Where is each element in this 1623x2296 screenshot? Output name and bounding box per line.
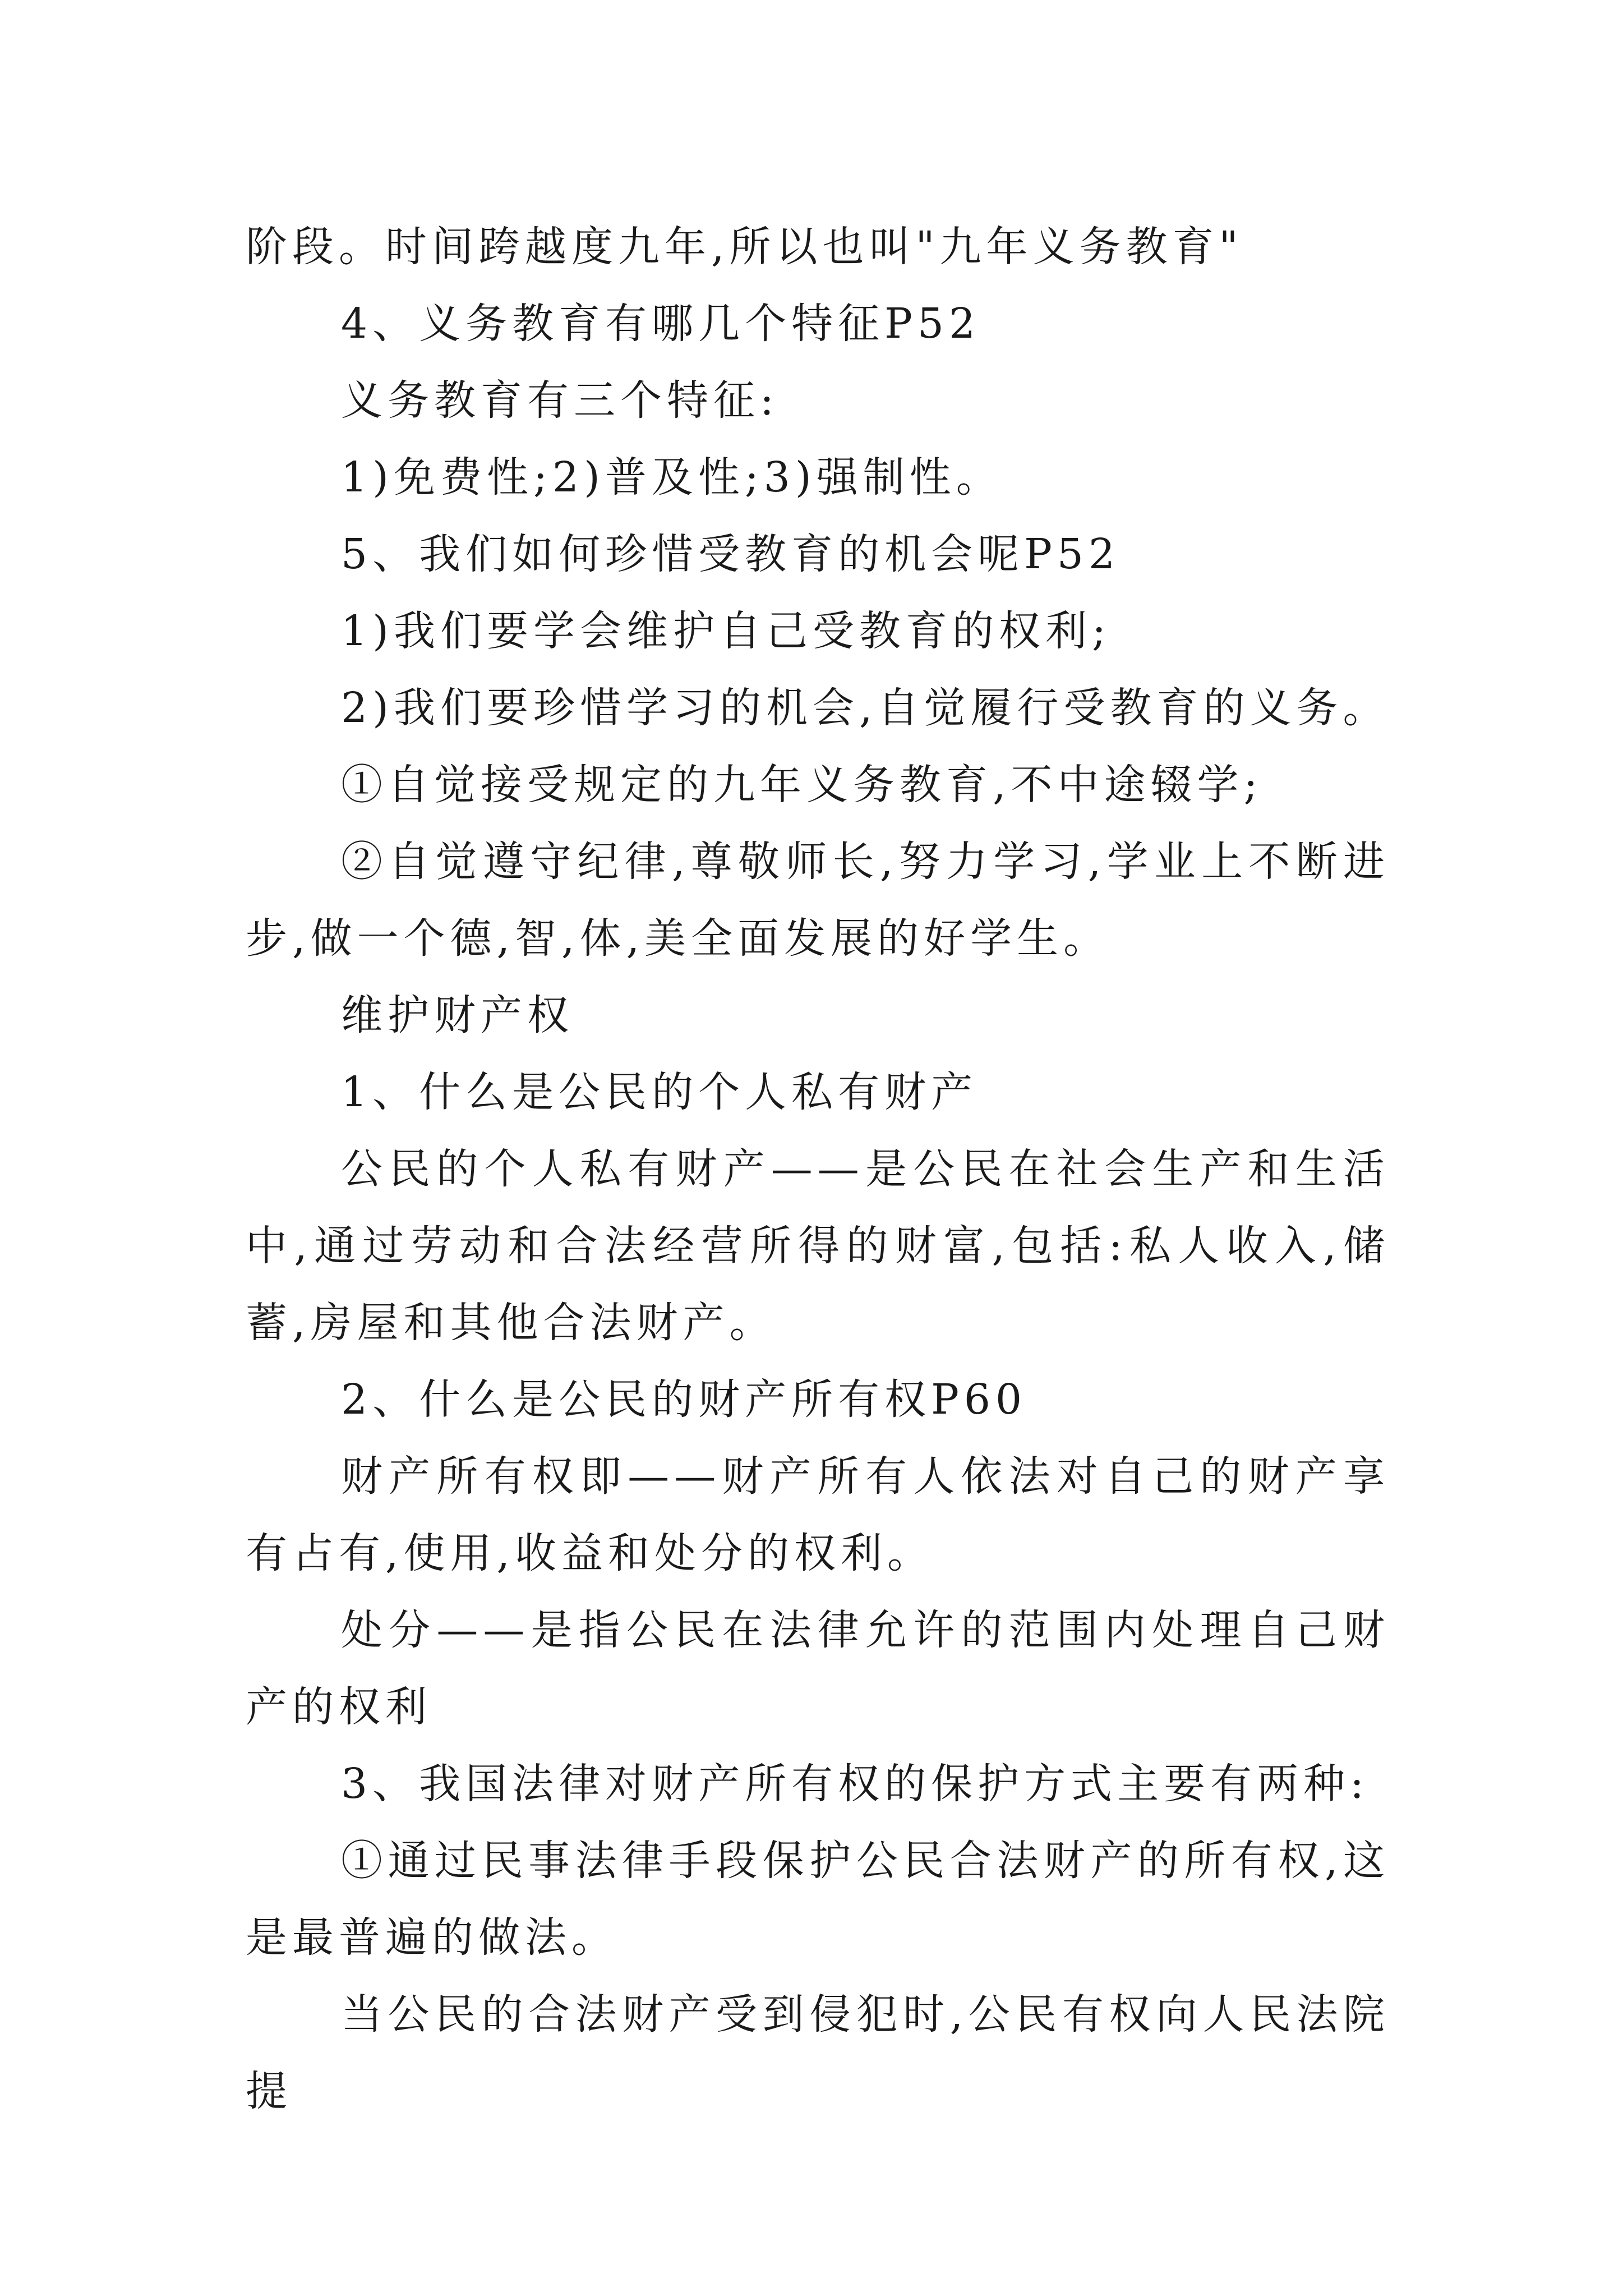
- paragraph: 财产所有权即——财产所有人依法对自己的财产享有占有,使用,收益和处分的权利。: [246, 1452, 1390, 1577]
- paragraph: 当公民的合法财产受到侵犯时,公民有权向人民法院提: [246, 1990, 1390, 2115]
- paragraph: 2、什么是公民的财产所有权P60: [341, 1375, 1027, 1424]
- paragraph: ②自觉遵守纪律,尊敬师长,努力学习,学业上不断进步,做一个德,智,体,美全面发展的好学生。: [246, 838, 1390, 963]
- paragraph: 义务教育有三个特征:: [341, 376, 779, 425]
- paragraph: ①自觉接受规定的九年义务教育,不中途辍学;: [341, 761, 1263, 809]
- paragraph: 处分——是指公民在法律允许的范围内处理自己财产的权利: [246, 1606, 1390, 1731]
- paragraph: 4、义务教育有哪几个特征P52: [341, 300, 981, 348]
- paragraph: 公民的个人私有财产——是公民在社会生产和生活中,通过劳动和合法经营所得的财富,包括:私人收入,储蓄,房屋和其他合法财产。: [246, 1145, 1390, 1347]
- paragraph: 阶段。时间跨越度九年,所以也叫"九年义务教育": [246, 223, 1243, 271]
- document-body: [246, 209, 1390, 2130]
- section-heading: 维护财产权: [341, 991, 574, 1039]
- paragraph: 2)我们要珍惜学习的机会,自觉履行受教育的义务。: [341, 684, 1390, 732]
- paragraph: 1)我们要学会维护自己受教育的权利;: [341, 607, 1111, 655]
- paragraph: ①通过民事法律手段保护公民合法财产的所有权,这是最普遍的做法。: [246, 1837, 1390, 1962]
- paragraph: 1、什么是公民的个人私有财产: [341, 1068, 978, 1116]
- paragraph: 1)免费性;2)普及性;3)强制性。: [341, 453, 1003, 501]
- paragraph: 3、我国法律对财产所有权的保护方式主要有两种:: [341, 1760, 1370, 1808]
- paragraph: 5、我们如何珍惜受教育的机会呢P52: [341, 530, 1121, 578]
